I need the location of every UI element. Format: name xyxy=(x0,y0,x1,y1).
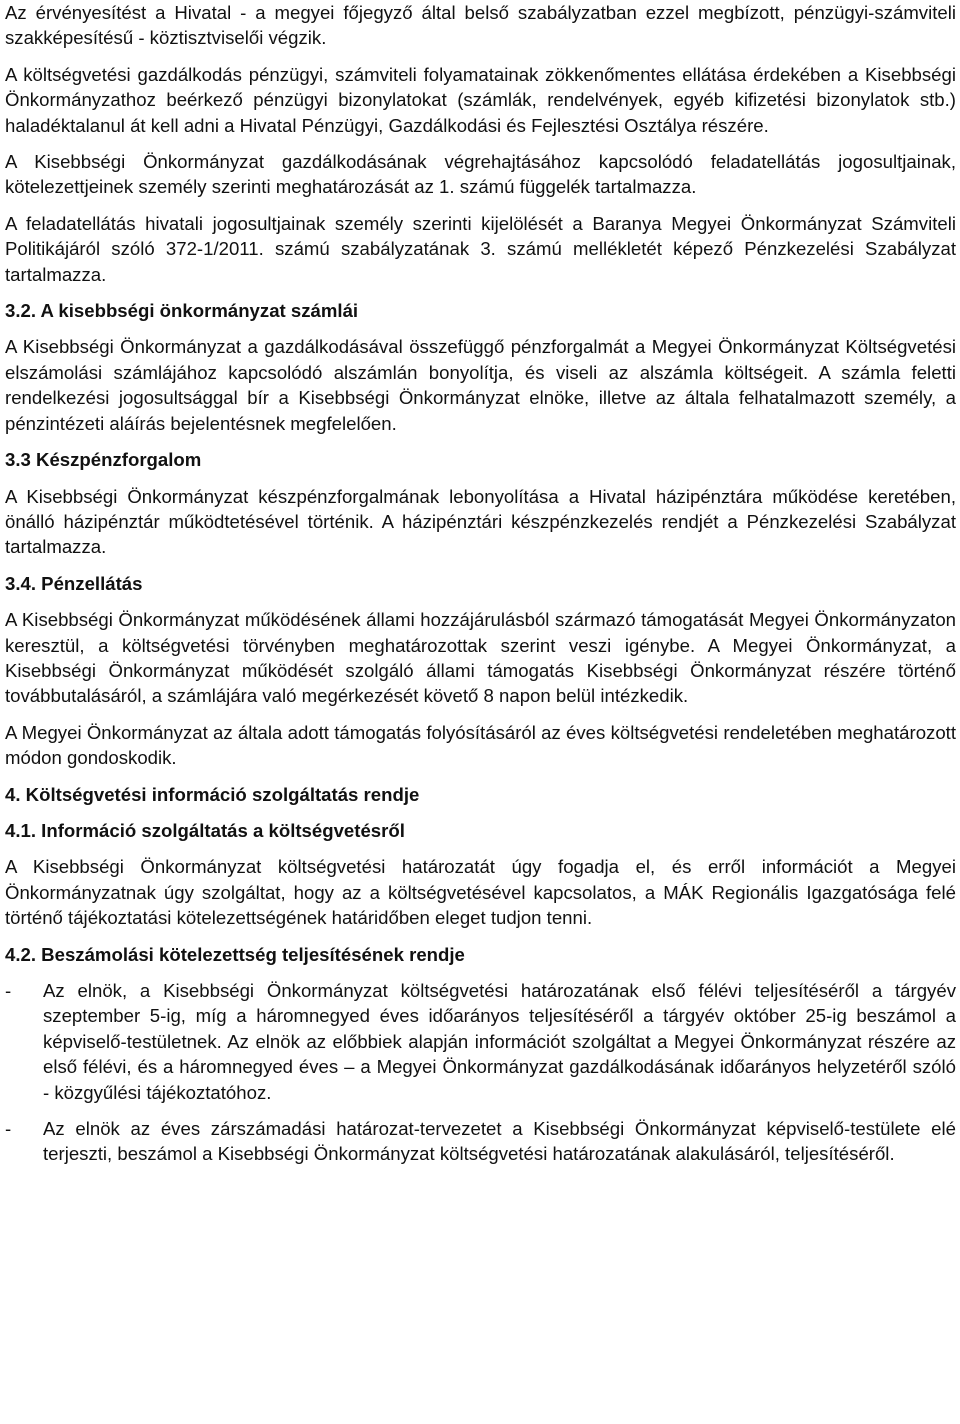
heading-4-2: 4.2. Beszámolási kötelezettség teljesítésének rendje xyxy=(5,943,465,965)
paragraph-funding: A Kisebbségi Önkormányzat működésének állami hozzájárulásból származó támogatását Megyei Önkormányzaton keresztül, a költségvetési törvényben meghatározottak szerint veszi igénybe. A Megyei Önkormányzat, a Kisebbségi Önkormányzat működését szolgáló állami támogatás Kisebbségi Önkormányzat részére történő továbbutalásáról, a számlájára való megérkezését követő 8 napon belül intézkedik. xyxy=(5,609,956,707)
heading-3-3: 3.3 Készpénzforgalom xyxy=(5,449,202,471)
list-item-text: Az elnök az éves zárszámadási határozat-tervezetet a Kisebbségi Önkormányzat képviselő-testülete elé terjeszti, beszámol a Kisebbségi Önkormányzat költségvetési határozatának alakulásáról, teljesítéséről. xyxy=(43,1118,956,1165)
paragraph-accounts: A Kisebbségi Önkormányzat a gazdálkodásával összefüggő pénzforgalmát a Megyei Önkormányzat Költségvetési elszámolási számlájához kapcsolódó alszámlán bonyolítja, és viseli az alszámla költségeit. A számla feletti rendelkezési jogosultsággal bír a Kisebbségi Önkormányzat elnöke, illetve az általa felhatalmazott személy, a pénzintézeti aláírás bejelentésnek megfelelően. xyxy=(5,336,956,434)
paragraph-designation: A feladatellátás hivatali jogosultjainak személy szerinti kijelölését a Baranya Megyei Önkormányzat Számviteli Politikájáról szóló 372-1/2011. számú szabályzatának 3. számú mellékletét képező Pénzkezelési Szabályzat tartalmazza. xyxy=(5,212,956,285)
list-marker: - xyxy=(5,980,12,1001)
list-item xyxy=(5,1116,956,1167)
paragraph-financial-documents: A költségvetési gazdálkodás pénzügyi, számviteli folyamatainak zökkenőmentes ellátása érdekében a Kisebbségi Önkormányzathoz beérkező pénzügyi bizonylatokat (számlák, rendelvények, egyéb kifizetési bizonylatok stb.) haladéktalanul át kell adni a Hivatal Pénzügyi, Gazdálkodási és Fejlesztési Osztálya részére. xyxy=(5,63,956,136)
paragraph-budget-information: A Kisebbségi Önkormányzat költségvetési határozatát úgy fogadja el, és erről információt a Megyei Önkormányzatnak úgy szolgáltat, hogy az a költségvetésével kapcsolatos, a MÁK Regionális Igazgatósága felé történő tájékoztatási kötelezettségének határidőben eleget tudjon tenni. xyxy=(5,856,956,929)
heading-3-2: 3.2. A kisebbségi önkormányzat számlái xyxy=(5,300,359,322)
paragraph-validation: Az érvényesítést a Hivatal - a megyei főjegyző által belső szabályzatban ezzel megbízott, pénzügyi-számviteli szakképesítésű - köztisztviselői végzik. xyxy=(5,2,956,49)
list-item xyxy=(5,978,956,1105)
list-marker: - xyxy=(5,1118,12,1140)
paragraph-cash-flow: A Kisebbségi Önkormányzat készpénzforgalmának lebonyolítása a Hivatal házipénztára működése keretében, önálló házipénztár működtetésével történik. A házipénztári készpénzkezelés rendjét a Pénzkezelési Szabályzat tartalmazza. xyxy=(5,485,956,558)
heading-3-4: 3.4. Pénzellátás xyxy=(5,572,143,594)
paragraph-responsibilities: A Kisebbségi Önkormányzat gazdálkodásának végrehajtásához kapcsolódó feladatellátás jogosultjainak, kötelezettjeinek személy szerinti meghatározását az 1. számú függelék tartalmazza. xyxy=(5,151,956,198)
list-item-text: Az elnök, a Kisebbségi Önkormányzat költségvetési határozatának első félévi teljesítéséről a tárgyév szeptember 5-ig, míg a háromnegyed éves időarányos teljesítéséről a tárgyév október 25-ig beszámol a képviselő-testületnek. Az elnök az előbbiek alapján információt szolgáltat a Megyei Önkormányzat részére az első félévi, és a háromnegyed éves – a Megyei Önkormányzat gazdálkodásának időarányos helyzetéről szóló - közgyűlési tájékoztatóhoz. xyxy=(43,980,956,1103)
heading-4: 4. Költségvetési információ szolgáltatás rendje xyxy=(5,783,420,805)
heading-4-1: 4.1. Információ szolgáltatás a költségvetésről xyxy=(5,819,405,841)
paragraph-support-disbursement: A Megyei Önkormányzat az általa adott támogatás folyósításáról az éves költségvetési rendeletében meghatározott módon gondoskodik. xyxy=(5,721,956,769)
reporting-list xyxy=(5,978,956,1167)
